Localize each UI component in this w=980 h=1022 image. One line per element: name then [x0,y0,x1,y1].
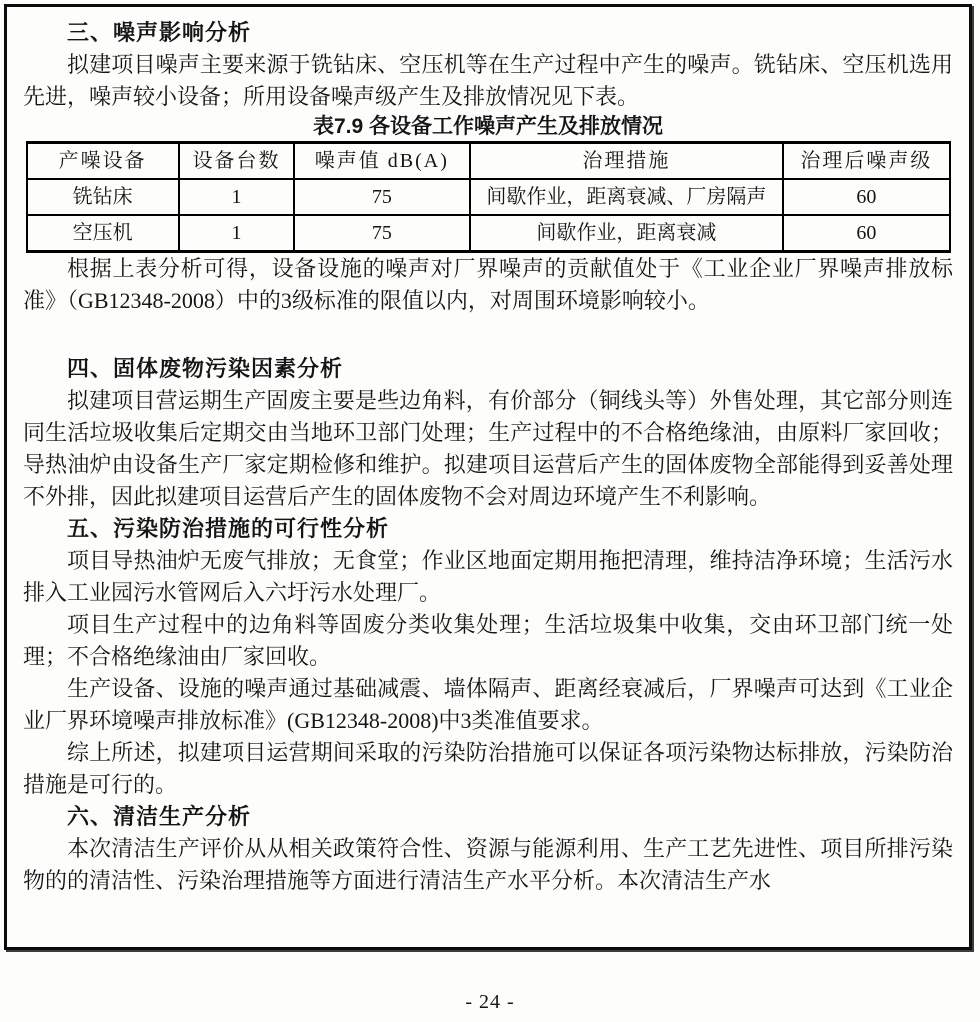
page-number: - 24 - [465,991,515,1013]
cell-device: 空压机 [27,215,179,252]
section-heading-clean-production: 六、清洁生产分析 [67,804,252,829]
paragraph-clean-production: 本次清洁生产评价从从相关政策符合性、资源与能源利用、生产工艺先进性、项目所排污染物的的清洁性、污染治理措施等方面进行清洁生产水平分析。本次清洁生产水 [23,836,953,893]
section-heading-pollution-control: 五、污染防治措施的可行性分析 [67,516,390,541]
cell-measures: 间歇作业，距离衰减、厂房隔声 [470,179,784,215]
page-footer [0,990,980,1014]
noise-equipment-table [26,141,951,253]
paragraph-solid-waste: 拟建项目营运期生产固废主要是些边角料，有价部分（铜线头等）外售处理，其它部分则连同生活垃圾收集后定期交由当地环卫部门处理；生产过程中的不合格绝缘油，由原料厂家回收；导热油炉由设备生产厂家定期检修和维护。拟建项目运营后产生的固体废物全部能得到妥善处理不外排，因此拟建项目运营后产生的固体废物不会对周边环境产生不利影响。 [23,388,953,509]
table-header-after-level: 治理后噪声级 [783,143,949,180]
cell-count: 1 [179,179,294,215]
table-header-count: 设备台数 [179,143,294,180]
section-heading-noise-impact: 三、噪声影响分析 [67,20,252,45]
cell-count: 1 [179,215,294,252]
table-row [27,179,950,215]
cell-after-level: 60 [783,215,949,252]
table-caption: 表7.9 各设备工作噪声产生及排放情况 [312,115,664,138]
cell-noise-value: 75 [294,179,469,215]
paragraph-noise-sources: 拟建项目噪声主要来源于铣钻床、空压机等在生产过程中产生的噪声。铣钻床、空压机选用先进，噪声较小设备；所用设备噪声级产生及排放情况见下表。 [23,52,953,109]
table-header-row [27,143,950,180]
section-heading-solid-waste: 四、固体废物污染因素分析 [67,356,344,381]
cell-noise-value: 75 [294,215,469,252]
paragraph-noise-conclusion: 根据上表分析可得，设备设施的噪声对厂界噪声的贡献值处于《工业企业厂界噪声排放标准》（GB12348-2008）中的3级标准的限值以内，对周围环境影响较小。 [23,256,953,313]
table-header-measures: 治理措施 [470,143,784,180]
paragraph-pollution-control-2: 项目生产过程中的边角料等固废分类收集处理；生活垃圾集中收集，交由环卫部门统一处理；不合格绝缘油由厂家回收。 [23,612,953,669]
table-row [27,215,950,252]
document-page [4,4,972,950]
paragraph-pollution-control-1: 项目导热油炉无废气排放；无食堂；作业区地面定期用拖把清理，维持洁净环境；生活污水排入工业园污水管网后入六圩污水处理厂。 [23,548,953,605]
cell-after-level: 60 [783,179,949,215]
paragraph-pollution-control-3: 生产设备、设施的噪声通过基础减震、墙体隔声、距离经衰减后，厂界噪声可达到《工业企业厂界环境噪声排放标准》(GB12348-2008)中3类准值要求。 [23,676,953,733]
paragraph-pollution-control-4: 综上所述，拟建项目运营期间采取的污染防治措施可以保证各项污染物达标排放，污染防治措施是可行的。 [23,740,953,797]
table-header-noise-value: 噪声值 dB(A) [294,143,469,180]
cell-device: 铣钻床 [27,179,179,215]
table-header-device: 产噪设备 [27,143,179,180]
cell-measures: 间歇作业，距离衰减 [470,215,784,252]
